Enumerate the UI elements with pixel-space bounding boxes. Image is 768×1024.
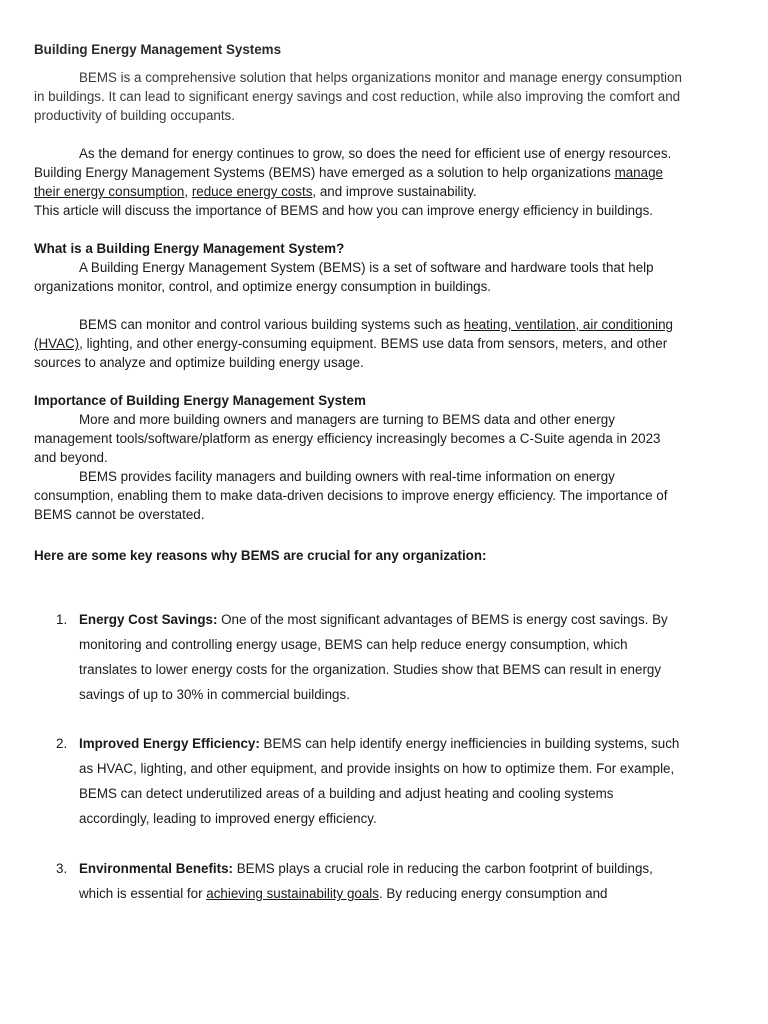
list-item-text-a: BEMS plays a crucial role in reducing the carbon footprint of buildings, which is essential for xyxy=(79,861,653,901)
demand-text-c: , and improve sustainability. xyxy=(312,184,477,199)
list-item-label: Environmental Benefits: xyxy=(79,861,234,876)
list-item-text-b: . By reducing energy consumption and xyxy=(378,886,608,901)
document-title: Building Energy Management Systems xyxy=(34,42,282,57)
list-item-label: Improved Energy Efficiency: xyxy=(79,736,260,751)
spacer xyxy=(34,296,684,315)
section-heading-importance: Importance of Building Energy Management System xyxy=(34,393,366,408)
list-item-text: One of the most significant advantages of BEMS is energy cost savings. By monitoring and controlling energy usage, BEMS can help reduce energy consumption, which translates to lower energy costs for the organization. Studies show that BEMS can result in energy savings of up to 30% in commercial buildings. xyxy=(79,612,668,702)
reduce-energy-costs-link[interactable]: reduce energy costs xyxy=(191,184,313,199)
importance-paragraph-2: BEMS provides facility managers and building owners with real-time information on energy consumption, enabling them to make data-driven decisions to improve energy efficiency. The importance of BEMS cannot be overstated. xyxy=(34,469,668,522)
systems-text-a: BEMS can monitor and control various building systems such as xyxy=(79,317,464,332)
bems-definition-paragraph: A Building Energy Management System (BEMS) is a set of software and hardware tools that help organizations monitor, control, and optimize energy consumption in buildings. xyxy=(34,260,654,294)
list-item-body xyxy=(79,731,684,831)
demand-paragraph xyxy=(34,144,684,201)
demand-text-a: As the demand for energy continues to grow, so does the need for efficient use of energy resources. Building Energy Management Systems (BEMS) have emerged as a solution to help organizations xyxy=(34,146,672,180)
intro-paragraph: BEMS is a comprehensive solution that helps organizations monitor and manage energy consumption in buildings. It can lead to significant energy savings and cost reduction, while also improving the comfort and productivity of building occupants. xyxy=(34,70,682,123)
spacer xyxy=(34,220,684,239)
list-item-number: 1. xyxy=(56,612,68,627)
hvac-link[interactable]: heating, ventilation, air conditioning (HVAC) xyxy=(34,317,673,351)
article-purpose-line: This article will discuss the importance of BEMS and how you can improve energy efficiency in buildings. xyxy=(34,203,653,218)
section-heading-what-is-bems: What is a Building Energy Management System? xyxy=(34,241,345,256)
bems-systems-paragraph xyxy=(34,315,684,372)
sustainability-goals-link[interactable]: achieving sustainability goals xyxy=(206,886,379,901)
list-item-number: 2. xyxy=(56,736,68,751)
spacer xyxy=(34,125,684,144)
list-item-text: BEMS can help identify energy inefficiencies in building systems, such as HVAC, lighting, and other equipment, and provide insights on how to optimize them. For example, BEMS can detect underutilized areas of a building and adjust heating and cooling systems accordingly, leading to improved energy efficiency. xyxy=(79,736,680,826)
spacer xyxy=(34,372,684,391)
list-item-body xyxy=(79,607,684,707)
importance-paragraph-1: More and more building owners and managers are turning to BEMS data and other energy management tools/software/platform as energy efficiency increasingly becomes a C-Suite agenda in 2023 and beyond. xyxy=(34,412,661,465)
document-page xyxy=(34,40,684,965)
list-item-body xyxy=(79,856,684,906)
list-item-label: Energy Cost Savings: xyxy=(79,612,218,627)
systems-text-b: , lighting, and other energy-consuming equipment. BEMS use data from sensors, meters, and other sources to analyze and optimize building energy usage. xyxy=(34,336,668,370)
demand-text-b: , xyxy=(184,184,192,199)
key-reasons-heading: Here are some key reasons why BEMS are crucial for any organization: xyxy=(34,548,487,563)
list-item-number: 3. xyxy=(56,861,68,876)
key-reasons-list xyxy=(34,565,684,965)
manage-energy-consumption-link[interactable]: manage their energy consumption xyxy=(34,165,663,199)
